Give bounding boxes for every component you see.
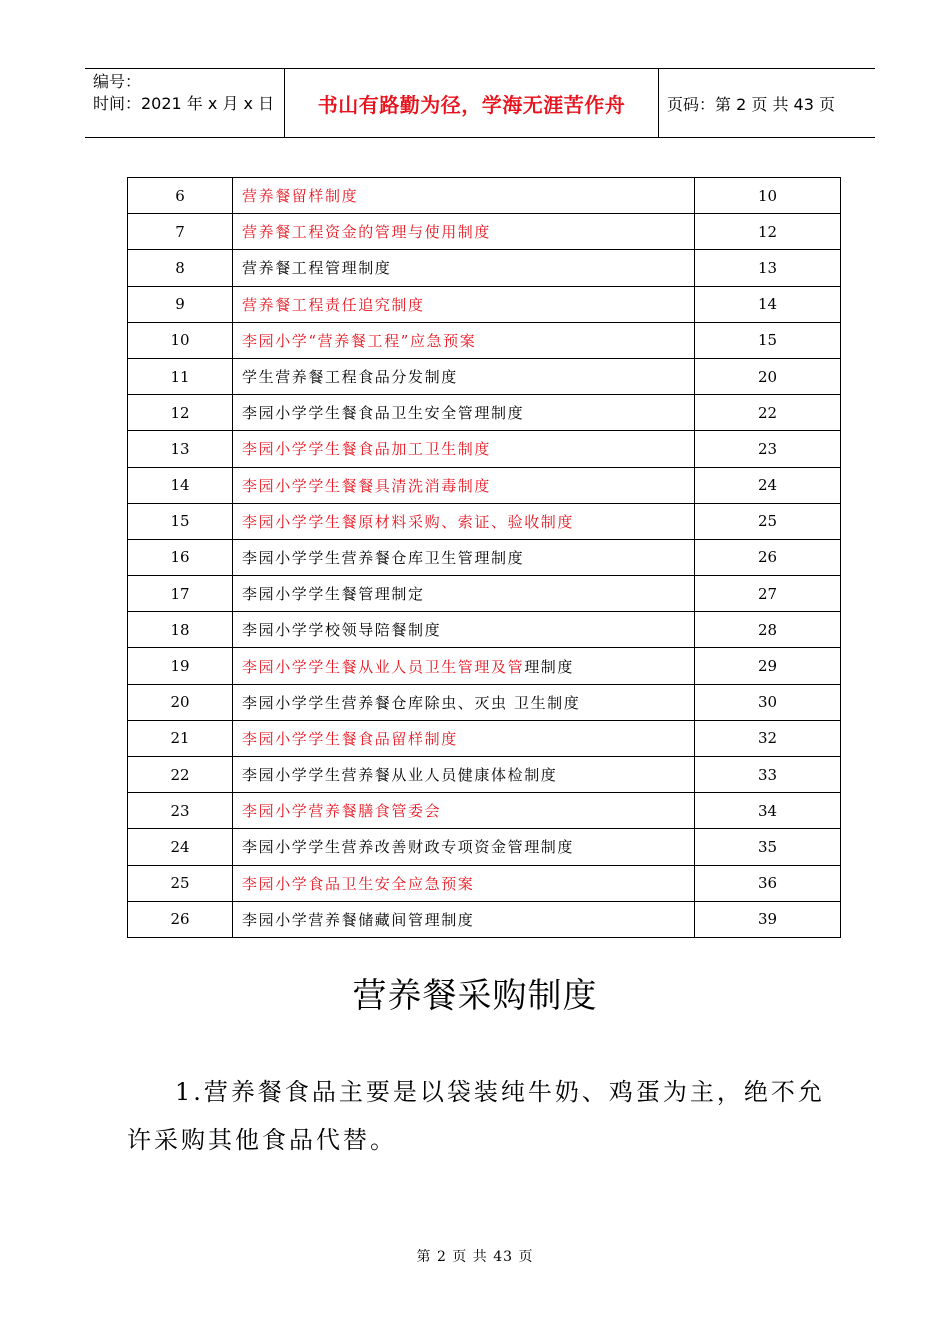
toc-row-title[interactable] xyxy=(233,684,695,720)
toc-row-title-text: 营养餐留样制度 xyxy=(242,187,359,206)
toc-row-title[interactable] xyxy=(233,178,695,214)
toc-row-page: 13 xyxy=(695,250,841,286)
document-header xyxy=(85,68,875,138)
toc-row-title[interactable] xyxy=(233,539,695,575)
toc-row-page: 28 xyxy=(695,612,841,648)
toc-row-number: 15 xyxy=(128,503,233,539)
toc-row xyxy=(128,901,841,937)
toc-row-page: 36 xyxy=(695,865,841,901)
toc-row-title[interactable] xyxy=(233,358,695,394)
toc-row-page: 24 xyxy=(695,467,841,503)
toc-row-page: 29 xyxy=(695,648,841,684)
toc-row-number: 11 xyxy=(128,358,233,394)
toc-row xyxy=(128,757,841,793)
toc-row-title[interactable] xyxy=(233,395,695,431)
toc-row-number: 25 xyxy=(128,865,233,901)
toc-row-title-text: 李园小学学生餐从业人员卫生管理及管 xyxy=(242,657,525,676)
toc-row xyxy=(128,250,841,286)
toc-row-number: 17 xyxy=(128,576,233,612)
toc-row-title-text: 营养餐工程管理制度 xyxy=(242,259,392,278)
toc-row-title[interactable] xyxy=(233,793,695,829)
serial-label: 编号： xyxy=(93,72,142,91)
toc-row-title-text: 李园小学学生营养改善财政专项资金管理制度 xyxy=(242,838,575,857)
toc-row-title[interactable] xyxy=(233,250,695,286)
toc-row-page: 20 xyxy=(695,358,841,394)
toc-row-number: 6 xyxy=(128,178,233,214)
toc-row-title[interactable] xyxy=(233,612,695,648)
toc-row-title-tail: 理制度 xyxy=(524,657,575,676)
toc-row-title-text: 李园小学学生营养餐仓库卫生管理制度 xyxy=(242,548,525,567)
header-page-info: 页码：第 2 页 共 43 页 xyxy=(667,94,835,114)
toc-row-title-text: 李园小学学生餐食品留样制度 xyxy=(242,729,458,748)
toc-row-page: 14 xyxy=(695,286,841,322)
toc-row-title[interactable] xyxy=(233,214,695,250)
toc-row xyxy=(128,576,841,612)
toc-row xyxy=(128,793,841,829)
toc-row xyxy=(128,431,841,467)
toc-row xyxy=(128,648,841,684)
toc-row xyxy=(128,395,841,431)
toc-row-number: 14 xyxy=(128,467,233,503)
toc-row xyxy=(128,612,841,648)
time-label: 时间：2021 年 x 月 x 日 xyxy=(93,94,275,113)
toc-row-number: 13 xyxy=(128,431,233,467)
toc-row-title[interactable] xyxy=(233,431,695,467)
toc-body xyxy=(128,178,841,938)
toc-row-title-text: 李园小学学生餐餐具清洗消毒制度 xyxy=(242,476,492,495)
toc-row-title-text: 营养餐工程责任追究制度 xyxy=(242,295,425,314)
toc-row-page: 12 xyxy=(695,214,841,250)
toc-row xyxy=(128,865,841,901)
toc-row xyxy=(128,829,841,865)
toc-row xyxy=(128,684,841,720)
toc-table xyxy=(127,177,841,938)
page-footer: 第 2 页 共 43 页 xyxy=(416,1249,534,1265)
toc-row-number: 16 xyxy=(128,539,233,575)
toc-row-page: 34 xyxy=(695,793,841,829)
toc-row-title[interactable] xyxy=(233,865,695,901)
toc-row xyxy=(128,720,841,756)
toc-row-title[interactable] xyxy=(233,648,695,684)
toc-row-title[interactable] xyxy=(233,829,695,865)
toc-row-title[interactable] xyxy=(233,901,695,937)
toc-row-title-text: 李园小学学生营养餐从业人员健康体检制度 xyxy=(242,766,558,785)
toc-row-page: 23 xyxy=(695,431,841,467)
toc-row-title-text: 李园小学学生餐原材料采购、索证、验收制度 xyxy=(242,512,575,531)
toc-row-page: 22 xyxy=(695,395,841,431)
toc-row-page: 26 xyxy=(695,539,841,575)
toc-row-number: 12 xyxy=(128,395,233,431)
toc-row-page: 25 xyxy=(695,503,841,539)
toc-row xyxy=(128,467,841,503)
toc-row-title-text: 营养餐工程资金的管理与使用制度 xyxy=(242,223,492,242)
toc-row-title-text: 学生营养餐工程食品分发制度 xyxy=(242,368,458,387)
toc-row-title-text: 李园小学学校领导陪餐制度 xyxy=(242,621,442,640)
toc-row xyxy=(128,503,841,539)
toc-row-number: 8 xyxy=(128,250,233,286)
toc-row xyxy=(128,322,841,358)
toc-row-title[interactable] xyxy=(233,286,695,322)
toc-row-number: 26 xyxy=(128,901,233,937)
toc-row xyxy=(128,539,841,575)
toc-row-page: 33 xyxy=(695,757,841,793)
toc-row-title[interactable] xyxy=(233,720,695,756)
section-title: 营养餐采购制度 xyxy=(352,976,598,1016)
toc-row-page: 32 xyxy=(695,720,841,756)
toc-row-number: 24 xyxy=(128,829,233,865)
toc-row-number: 20 xyxy=(128,684,233,720)
toc-row-title[interactable] xyxy=(233,322,695,358)
toc-row xyxy=(128,286,841,322)
toc-row-page: 15 xyxy=(695,322,841,358)
toc-row-number: 9 xyxy=(128,286,233,322)
toc-row-number: 21 xyxy=(128,720,233,756)
toc-row-page: 30 xyxy=(695,684,841,720)
toc-row-number: 23 xyxy=(128,793,233,829)
toc-row-title-text: 李园小学营养餐膳食管委会 xyxy=(242,802,442,821)
toc-row-number: 10 xyxy=(128,322,233,358)
toc-row-title[interactable] xyxy=(233,503,695,539)
toc-row-title[interactable] xyxy=(233,467,695,503)
toc-row-number: 7 xyxy=(128,214,233,250)
toc-row-title-text: 李园小学营养餐储藏间管理制度 xyxy=(242,910,475,929)
header-meta xyxy=(85,69,285,137)
toc-row-number: 19 xyxy=(128,648,233,684)
toc-row-page: 27 xyxy=(695,576,841,612)
toc-row xyxy=(128,214,841,250)
toc-row-title-text: 李园小学学生餐食品卫生安全管理制度 xyxy=(242,404,525,423)
toc-row-page: 10 xyxy=(695,178,841,214)
toc-row xyxy=(128,358,841,394)
toc-row-title[interactable] xyxy=(233,757,695,793)
header-motto: 书山有路勤为径，学海无涯苦作舟 xyxy=(285,69,659,137)
toc-row-title-text: 李园小学学生营养餐仓库除虫、灭虫 卫生制度 xyxy=(242,693,581,712)
toc-row-title-text: 李园小学“营养餐工程”应急预案 xyxy=(242,331,477,350)
toc-row-title[interactable] xyxy=(233,576,695,612)
toc-row-number: 18 xyxy=(128,612,233,648)
toc-row-title-text: 李园小学食品卫生安全应急预案 xyxy=(242,874,475,893)
section-paragraph: 1.营养餐食品主要是以袋装纯牛奶、鸡蛋为主，绝不允许采购其他食品代替。 xyxy=(127,1078,825,1154)
toc-row-number: 22 xyxy=(128,757,233,793)
toc-row-page: 35 xyxy=(695,829,841,865)
toc-row-title-text: 李园小学学生餐管理制定 xyxy=(242,585,425,604)
toc-row-title-text: 李园小学学生餐食品加工卫生制度 xyxy=(242,440,492,459)
toc-row-page: 39 xyxy=(695,901,841,937)
toc-row xyxy=(128,178,841,214)
